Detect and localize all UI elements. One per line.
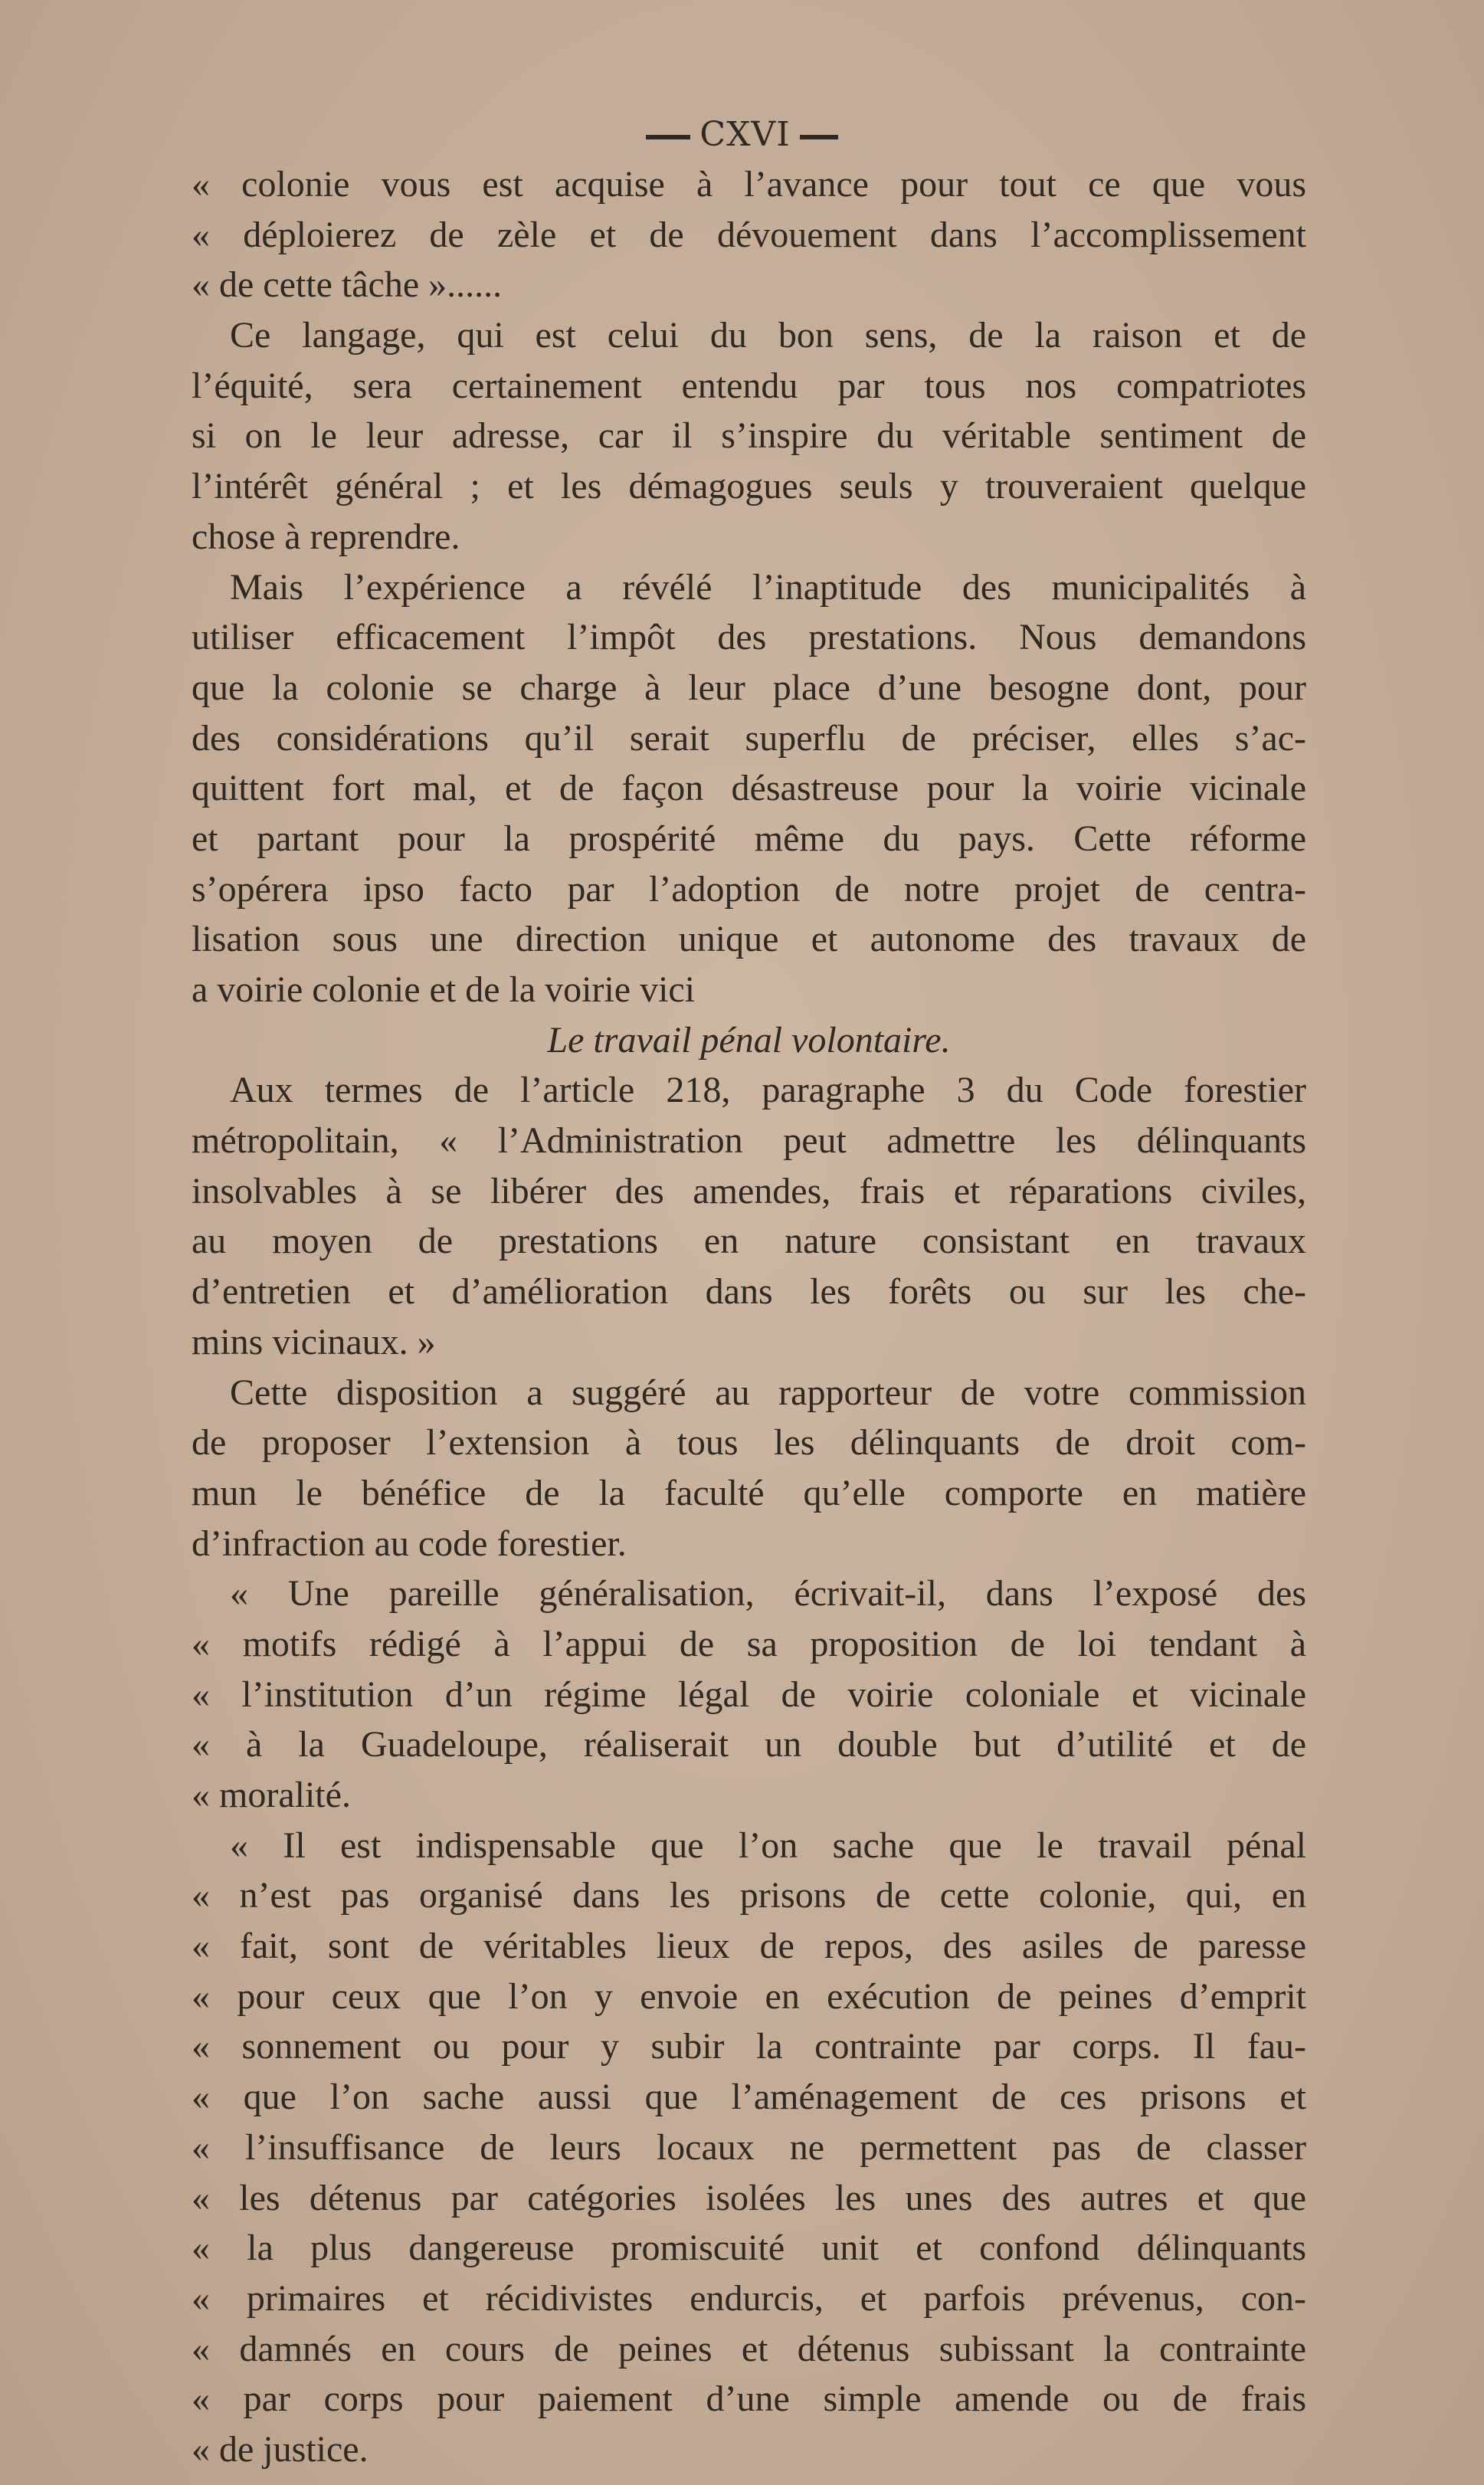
text-line: « par corps pour paiement d’une simple amende ou de frais [192,2378,1306,2420]
text-line: « primaires et récidivistes endurcis, et parfois prévenus, con- [192,2277,1306,2319]
text-line: Ce langage, qui est celui du bon sens, de la raison et de [230,315,1306,356]
text-line: chose à reprendre. [192,516,460,557]
text-line: insolvables à se libérer des amendes, frais et réparations civiles, [192,1170,1306,1211]
text-line: et partant pour la prospérité même du pays. Cette réforme [192,818,1306,859]
page-header [0,115,1484,154]
text-line: mins vicinaux. » [192,1321,436,1362]
text-line: Cette disposition a suggéré au rapporteur de votre commission [230,1372,1306,1413]
text-line: des considérations qu’il serait superflu de préciser, elles s’ac- [192,717,1306,759]
text-line: l’équité, sera certainement entendu par tous nos compatriotes [192,365,1306,406]
text-line: Mais l’expérience a révélé l’inaptitude des municipalités à [230,566,1306,608]
text-line: « de cette tâche »...... [192,264,503,306]
text-line: Aux termes de l’article 218, paragraphe 3 du Code forestier [230,1070,1306,1111]
text-line: si on le leur adresse, car il s’inspire du véritable sentiment de [192,415,1306,457]
text-line: Le travail pénal volontaire. [547,1019,951,1061]
text-line: l’intérêt général ; et les démagogues seuls y trouveraient quelque [192,466,1306,507]
text-line: « sonnement ou pour y subir la contrainte par corps. Il fau- [192,2026,1306,2067]
text-line: « que l’on sache aussi que l’aménagement de ces prisons et [192,2077,1306,2118]
text-line: « fait, sont de véritables lieux de repos, des asiles de paresse [192,1926,1306,1967]
text-line: de proposer l’extension à tous les délinquants de droit com- [192,1422,1306,1464]
page-number: CXVI [699,115,791,154]
header-dash-right [800,135,838,139]
text-line: que la colonie se charge à leur place d’une besogne dont, pour [192,667,1306,708]
text-line: « motifs rédigé à l’appui de sa proposition de loi tendant à [192,1623,1306,1664]
text-line: « damnés en cours de peines et détenus subissant la contrainte [192,2328,1306,2369]
text-line: au moyen de prestations en nature consistant en travaux [192,1221,1306,1262]
text-line: d’infraction au code forestier. [192,1523,627,1564]
text-line: « l’institution d’un régime légal de voirie coloniale et vicinale [192,1674,1306,1715]
text-line: « pour ceux que l’on y envoie en exécution de peines d’emprit [192,1975,1306,2017]
text-line: « n’est pas organisé dans les prisons de cette colonie, qui, en [192,1875,1306,1916]
header-dash-left [646,135,690,139]
text-line: s’opérera ipso facto par l’adoption de notre projet de centra- [192,868,1306,910]
body-text [192,159,1306,2475]
text-line: « Il est indispensable que l’on sache que le travail pénal [230,1824,1306,1866]
text-line: utiliser efficacement l’impôt des prestations. Nous demandons [192,617,1306,658]
text-line: « déploierez de zèle et de dévouement dans l’accomplissement [192,214,1306,255]
text-line: « les détenus par catégories isolées les unes des autres et que [192,2177,1306,2218]
text-line: a voirie colonie et de la voirie vici [192,969,696,1010]
text-line: mun le bénéfice de la faculté qu’elle comporte en matière [192,1472,1306,1513]
text-line: quittent fort mal, et de façon désastreuse pour la voirie vicinale [192,768,1306,809]
text-line: « moralité. [192,1775,351,1815]
text-line: « colonie vous est acquise à l’avance pour tout ce que vous [192,164,1306,205]
text-line: lisation sous une direction unique et autonome des travaux de [192,919,1306,960]
text-line: « de justice. [192,2428,369,2470]
text-line: d’entretien et d’amélioration dans les forêts ou sur les che- [192,1271,1306,1313]
text-line: « Une pareille généralisation, écrivait-il, dans l’exposé des [230,1573,1306,1615]
text-line: « l’insuffisance de leurs locaux ne permettent pas de classer [192,2126,1306,2168]
text-line: « à la Guadeloupe, réaliserait un double but d’utilité et de [192,1724,1306,1765]
text-line: métropolitain, « l’Administration peut admettre les délinquants [192,1120,1306,1162]
text-line: « la plus dangereuse promiscuité unit et confond délinquants [192,2228,1306,2269]
